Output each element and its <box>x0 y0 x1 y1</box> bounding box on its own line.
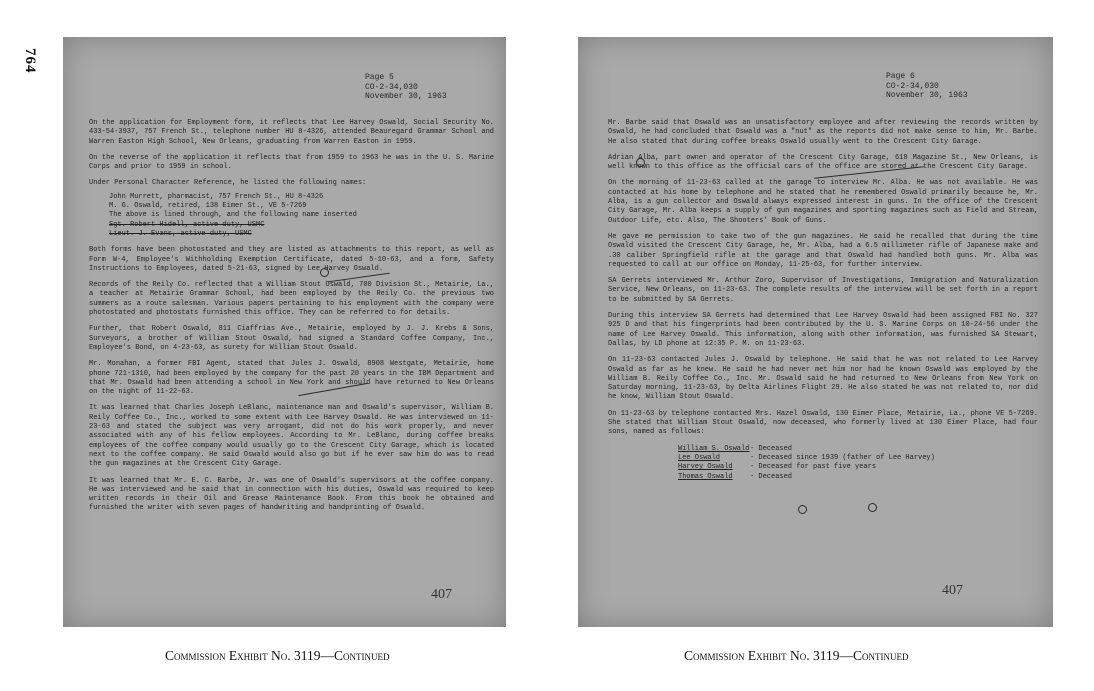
document-page-left <box>63 37 506 627</box>
list-item <box>678 454 1038 463</box>
document-page-right <box>578 37 1053 627</box>
paragraph: Mr. Monahan, a former FBI Agent, stated that Jules J. Oswald, 8908 Westgate, Metairie, home phone 721-1310, had been employed by the company for the past 20 years in the IBM Department and that Mr. Oswald had been attending a school in New York and should have returned to New Orleans on the night of 11-22-63. <box>89 360 494 397</box>
handwritten-circle-mark <box>636 158 645 167</box>
reference-name-struck: Lieut. J. Evans, active duty, USMC <box>109 229 252 238</box>
paragraph: Mr. Barbe said that Oswald was an unsatisfactory employee and after reviewing the records written by Oswald, he had concluded that Oswald was a "nut" as the reports did not make sense to him, Mr. Barbe. He also stated that during coffee breaks Oswald usually went to the Crescent City Garage. <box>608 119 1038 146</box>
paragraph: Under Personal Character Reference, he listed the following names: <box>89 179 367 188</box>
relative-status: - Deceased for past five years <box>750 463 877 472</box>
relative-status: - Deceased since 1939 (father of Lee Harvey) <box>750 453 935 462</box>
exhibit-number: 407 <box>942 583 963 598</box>
relative-name: Harvey Oswald <box>678 463 733 472</box>
paragraph: Both forms have been photostated and they are listed as attachments to this report, as well as Form W-4, Employee's Withholding Exemption Certificate, dated 5-10-63, and a form, Safety Instructions to Employees, dated 5-21-63, signed by Lee Harvey Oswald. <box>89 246 494 273</box>
sons-list <box>678 445 1038 482</box>
header-page-line: Page 5 <box>365 73 394 82</box>
paragraph: It was learned that Charles Joseph LeBlanc, maintenance man and Oswald's supervisor, William B. Reily Coffee Co., Inc., worked to some extent with Lee Harvey Oswald. He was interviewed on 11-23-63 and stated the subject was very arrogant, did not do his work properly, and never associated with any of his fellow employees. According to Mr. LeBlanc, during coffee breaks employees of the coffee company would usually go to the Crescent City Garage, which is located next to the coffee company. He said Oswald would also go but if he ever saw him do was to read the gun magazines at the Crescent City Garage. <box>89 404 494 469</box>
handwritten-circle-mark <box>798 505 807 514</box>
page-body <box>608 119 1038 482</box>
handwritten-circle-mark <box>320 268 329 277</box>
paragraph: On the reverse of the application it reflects that from 1959 to 1963 he was in the U. S. Marine Corps and prior to 1959 in school. <box>89 153 494 172</box>
header-page-line: Page 6 <box>886 72 915 81</box>
paragraph: Further, that Robert Oswald, 811 Ciaffrias Ave., Metairie, employed by J. J. Krebs & Sons, Surveyors, a brother of William Stout Oswald, had signed a Standard Coffee Company, Inc., Employee's Bond, on 4-23-63, as surety for William Stout Oswald. <box>89 325 494 352</box>
relative-name: William S. Oswald <box>678 444 750 453</box>
paragraph: On 11-23-63 by telephone contacted Mrs. Hazel Oswald, 130 Eimer Place, Metairie, La., phone VE 5-7269. She stated that William Stout Oswald, now deceased, who formerly lived at 130 Eimer Place, had four sons, named as follows: <box>608 409 1038 437</box>
reference-note: The above is lined through, and the following name inserted <box>109 211 357 220</box>
header-date: November 30, 1963 <box>365 92 447 101</box>
paragraph: Records of the Reily Co. reflected that a William Stout Oswald, 700 Division St., Metairie, La., a teacher at Metairie Grammar School, had been employed by the Reily Co. the previous two summers as a route salesman. Various papers pertaining to his employment with the company were photostated and photostats furnished this office. They can be referred to for details. <box>89 281 494 318</box>
reference-name-struck: Sgt. Robert Hidell, active duty, USMC <box>109 220 265 229</box>
reference-name: M. G. Oswald, retired, 138 Eimer St., VE 5-7269 <box>109 202 307 211</box>
list-item <box>678 473 1038 482</box>
page-header <box>365 73 447 102</box>
handwritten-circle-mark <box>868 503 877 512</box>
relative-name: Thomas Oswald <box>678 472 733 481</box>
paragraph: Adrian Alba, part owner and operator of the Crescent City Garage, 618 Magazine St., New Orleans, is well known to this office as the official cars of the office are stored at the Crescent City Garage. <box>608 153 1038 172</box>
header-file-number: CO-2-34,030 <box>886 81 939 91</box>
header-file-number: CO-2-34,030 <box>365 82 418 92</box>
paragraph: During this interview SA Gerrets had determined that Lee Harvey Oswald had been assigned FBI No. 327 925 D and that his fingerprints had been contributed by the U. S. Marine Corps on 10-24-56 under the name of Lee Harvey Oswald. This information, along with other information, was furnished SA Stewart, Dallas, by LD phone at 12:35 P. M. on 11-23-63. <box>608 312 1038 348</box>
relative-name: Lee Oswald <box>678 453 721 462</box>
exhibit-number: 407 <box>431 587 452 602</box>
relative-status: - Deceased <box>750 472 793 481</box>
paragraph: On the morning of 11-23-63 called at the garage to interview Mr. Alba. He was not available. He was contacted at his home by telephone and he stated that he remembered Oswald primarily because he, Mr. Alba, is a gun collector and Oswald always expressed interest in guns. In the office of the Crescent City Garage, Mr. Alba keeps a supply of gun magazines and sporting magazines such as Field and Stream, Outdoor Life, etc. Also, The Shooters' Book of Guns. <box>608 179 1038 225</box>
paragraph: On 11-23-63 contacted Jules J. Oswald by telephone. He said that he was not related to Lee Harvey Oswald as far as he knew. He said he had never met him nor had he known Oswald was employed by the William B. Reily Coffee Co., Inc. Mr. Oswald said he had returned to New Orleans from New York on Saturday morning, 11-23-63, by Delta Airlines Flight 29. He also stated he was not related to, nor did he know, William Stout Oswald. <box>608 356 1038 402</box>
paragraph: He gave me permission to take two of the gun magazines. He said he recalled that during the time Oswald visited the Crescent City Garage, he, Mr. Alba, had a 6.5 millimeter rifle of Japanese make and .30 caliber Springfield rifle at the garage and that Oswald had handled both guns. Mr. Alba was requested to call at our office on Monday, 11-25-63, for further interview. <box>608 232 1038 269</box>
page-header <box>886 72 968 101</box>
paragraph: SA Gerrets interviewed Mr. Arthur Zoro, Supervisor of Investigations, Immigration and Naturalization Service, New Orleans, on 11-23-63. The complete results of the interview will be set forth in a report to be submitted by SA Gerrets. <box>608 277 1038 304</box>
page-body <box>89 119 494 521</box>
exhibit-caption-left: Commission Exhibit No. 3119—Continued <box>165 648 390 663</box>
relative-status: - Deceased <box>750 444 793 453</box>
list-item <box>678 445 1038 454</box>
reference-name: John Murrett, pharmacist, 757 French St., HU 8-4326 <box>109 192 324 201</box>
list-item <box>678 463 1038 472</box>
reference-names-list <box>109 193 494 239</box>
exhibit-caption-right: Commission Exhibit No. 3119—Continued <box>684 648 909 663</box>
paragraph: It was learned that Mr. E. C. Barbe, Jr. was one of Oswald's supervisors at the coffee company. He was interviewed and he said that in connection with his duties, Oswald was required to keep written records in their Oil and Grease Maintenance Book. From this book he obtained and furnished the writer with seven pages of handwriting and handprinting of Oswald. <box>89 476 494 513</box>
volume-page-number: 764 <box>22 48 38 74</box>
paragraph: On the application for Employment form, it reflects that Lee Harvey Oswald, Social Security No. 433-54-3937, 757 French St., telephone number HU 8-4326, attended Beauregard Grammar School and Warren Easton High School, New Orleans, graduating from Warren Easton in 1959. <box>89 119 494 146</box>
header-date: November 30, 1963 <box>886 91 968 100</box>
